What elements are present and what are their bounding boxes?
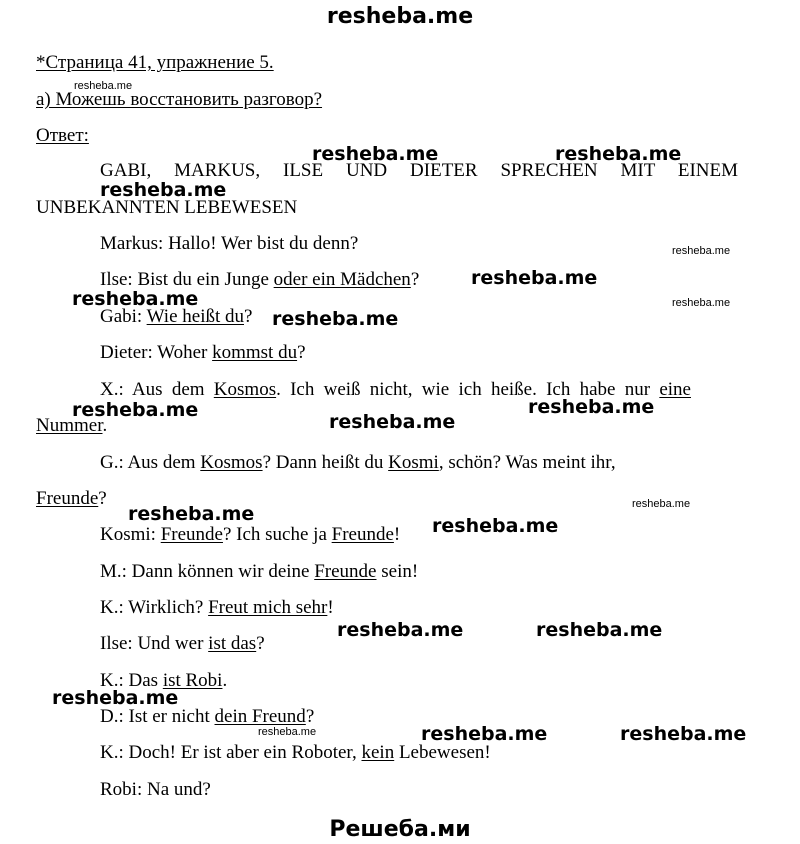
filled-gap: ist das bbox=[208, 633, 257, 654]
filled-gap: eine bbox=[659, 379, 691, 400]
watermark: resheba.me bbox=[272, 308, 399, 330]
dialog-line-continuation bbox=[36, 488, 107, 510]
filled-gap: ist Robi bbox=[162, 670, 223, 691]
filled-gap: Freunde bbox=[160, 524, 223, 545]
watermark: resheba.me bbox=[620, 723, 747, 745]
dialog-line bbox=[100, 452, 616, 474]
dialog-title-line2: UNBEKANNTEN LEBEWESEN bbox=[36, 197, 298, 218]
line-text: K.: Doch! Er ist aber ein Roboter, bbox=[100, 742, 362, 763]
dialog-line bbox=[100, 706, 314, 728]
filled-gap: Kosmi bbox=[388, 452, 439, 473]
dialog-line bbox=[100, 524, 400, 546]
line-text: ? Ich suche ja bbox=[222, 524, 332, 545]
watermark: resheba.me bbox=[337, 619, 464, 641]
watermark: resheba.me bbox=[555, 143, 682, 165]
watermark: resheba.me bbox=[72, 399, 199, 421]
line-text: X.: Aus dem bbox=[100, 379, 214, 400]
dialog-line: Robi: Na und? bbox=[100, 779, 211, 800]
watermark: resheba.me bbox=[72, 288, 199, 310]
filled-gap: Wie heißt du bbox=[146, 306, 244, 327]
dialog-line bbox=[100, 342, 306, 364]
filled-gap: Freut mich sehr bbox=[208, 597, 328, 618]
line-text: ! bbox=[327, 597, 334, 618]
line-text: Gabi: bbox=[100, 306, 147, 327]
filled-gap: oder ein Mädchen bbox=[273, 269, 411, 290]
watermark-small: resheba.me bbox=[632, 498, 691, 510]
line-text: Ilse: Und wer bbox=[100, 633, 209, 654]
line-text: K.: Das bbox=[100, 670, 163, 691]
filled-gap: Kosmos bbox=[213, 379, 277, 400]
site-header: resheba.me bbox=[326, 4, 474, 29]
dialog-line bbox=[100, 561, 418, 583]
line-text: ? bbox=[244, 306, 253, 327]
filled-gap: Kosmos bbox=[200, 452, 263, 473]
watermark: resheba.me bbox=[312, 143, 439, 165]
line-text: , schön? Was meint ihr, bbox=[438, 452, 616, 473]
filled-gap: Freunde bbox=[331, 524, 394, 545]
line-text: ! bbox=[393, 524, 401, 545]
watermark: resheba.me bbox=[536, 619, 663, 641]
answer-label: Ответ: bbox=[36, 125, 89, 146]
line-text: G.: Aus dem bbox=[100, 452, 201, 473]
line-text: Kosmi: bbox=[100, 524, 161, 545]
watermark: resheba.me bbox=[100, 179, 227, 201]
watermark: resheba.me bbox=[432, 515, 559, 537]
watermark: resheba.me bbox=[128, 503, 255, 525]
watermark: resheba.me bbox=[471, 267, 598, 289]
line-text: ? bbox=[256, 633, 265, 654]
line-text: M.: Dann können wir deine bbox=[100, 561, 315, 582]
dialog-line bbox=[100, 597, 334, 619]
dialog-line: Markus: Hallo! Wer bist du denn? bbox=[100, 233, 359, 254]
watermark-small: resheba.me bbox=[74, 80, 133, 92]
exercise-question: а) Можешь восстановить разговор? bbox=[36, 89, 323, 110]
watermark: resheba.me bbox=[528, 396, 655, 418]
line-text: . bbox=[222, 670, 228, 691]
dialog-line bbox=[100, 633, 265, 655]
line-text: Lebewesen! bbox=[394, 742, 491, 763]
line-text: D.: Ist er nicht bbox=[100, 706, 215, 727]
line-text: ? bbox=[410, 269, 420, 290]
dialog-title-line1: GABI, MARKUS, ILSE UND DIETER SPRECHEN MIT EINEM bbox=[100, 160, 738, 181]
line-text: sein! bbox=[376, 561, 419, 582]
filled-gap: dein Freund bbox=[214, 706, 306, 727]
line-text: . Ich weiß nicht, wie ich heiße. Ich habe nur bbox=[276, 379, 660, 400]
watermark: resheba.me bbox=[329, 411, 456, 433]
filled-gap: Freunde bbox=[314, 561, 377, 582]
filled-gap: kein bbox=[361, 742, 395, 763]
watermark-small: resheba.me bbox=[672, 297, 731, 309]
watermark-small: resheba.me bbox=[258, 726, 317, 738]
page-reference: *Страница 41, упражнение 5. bbox=[36, 52, 274, 73]
line-text: Ilse: Bist du ein Junge bbox=[100, 269, 274, 290]
line-text: ? bbox=[98, 488, 107, 509]
line-text: Dieter: Woher bbox=[100, 342, 213, 363]
watermark-small: resheba.me bbox=[672, 245, 731, 257]
line-text: K.: Wirklich? bbox=[100, 597, 209, 618]
dialog-line bbox=[100, 742, 491, 764]
filled-gap: Freunde bbox=[36, 488, 99, 509]
line-text: ? bbox=[305, 706, 315, 727]
watermark: resheba.me bbox=[52, 687, 179, 709]
line-text: ? Dann heißt du bbox=[262, 452, 389, 473]
site-footer: Решеба.ми bbox=[329, 817, 471, 842]
filled-gap: Nummer bbox=[36, 415, 103, 436]
filled-gap: kommst du bbox=[212, 342, 298, 363]
line-text: ? bbox=[297, 342, 306, 363]
watermark: resheba.me bbox=[421, 723, 548, 745]
line-text: . bbox=[102, 415, 108, 436]
